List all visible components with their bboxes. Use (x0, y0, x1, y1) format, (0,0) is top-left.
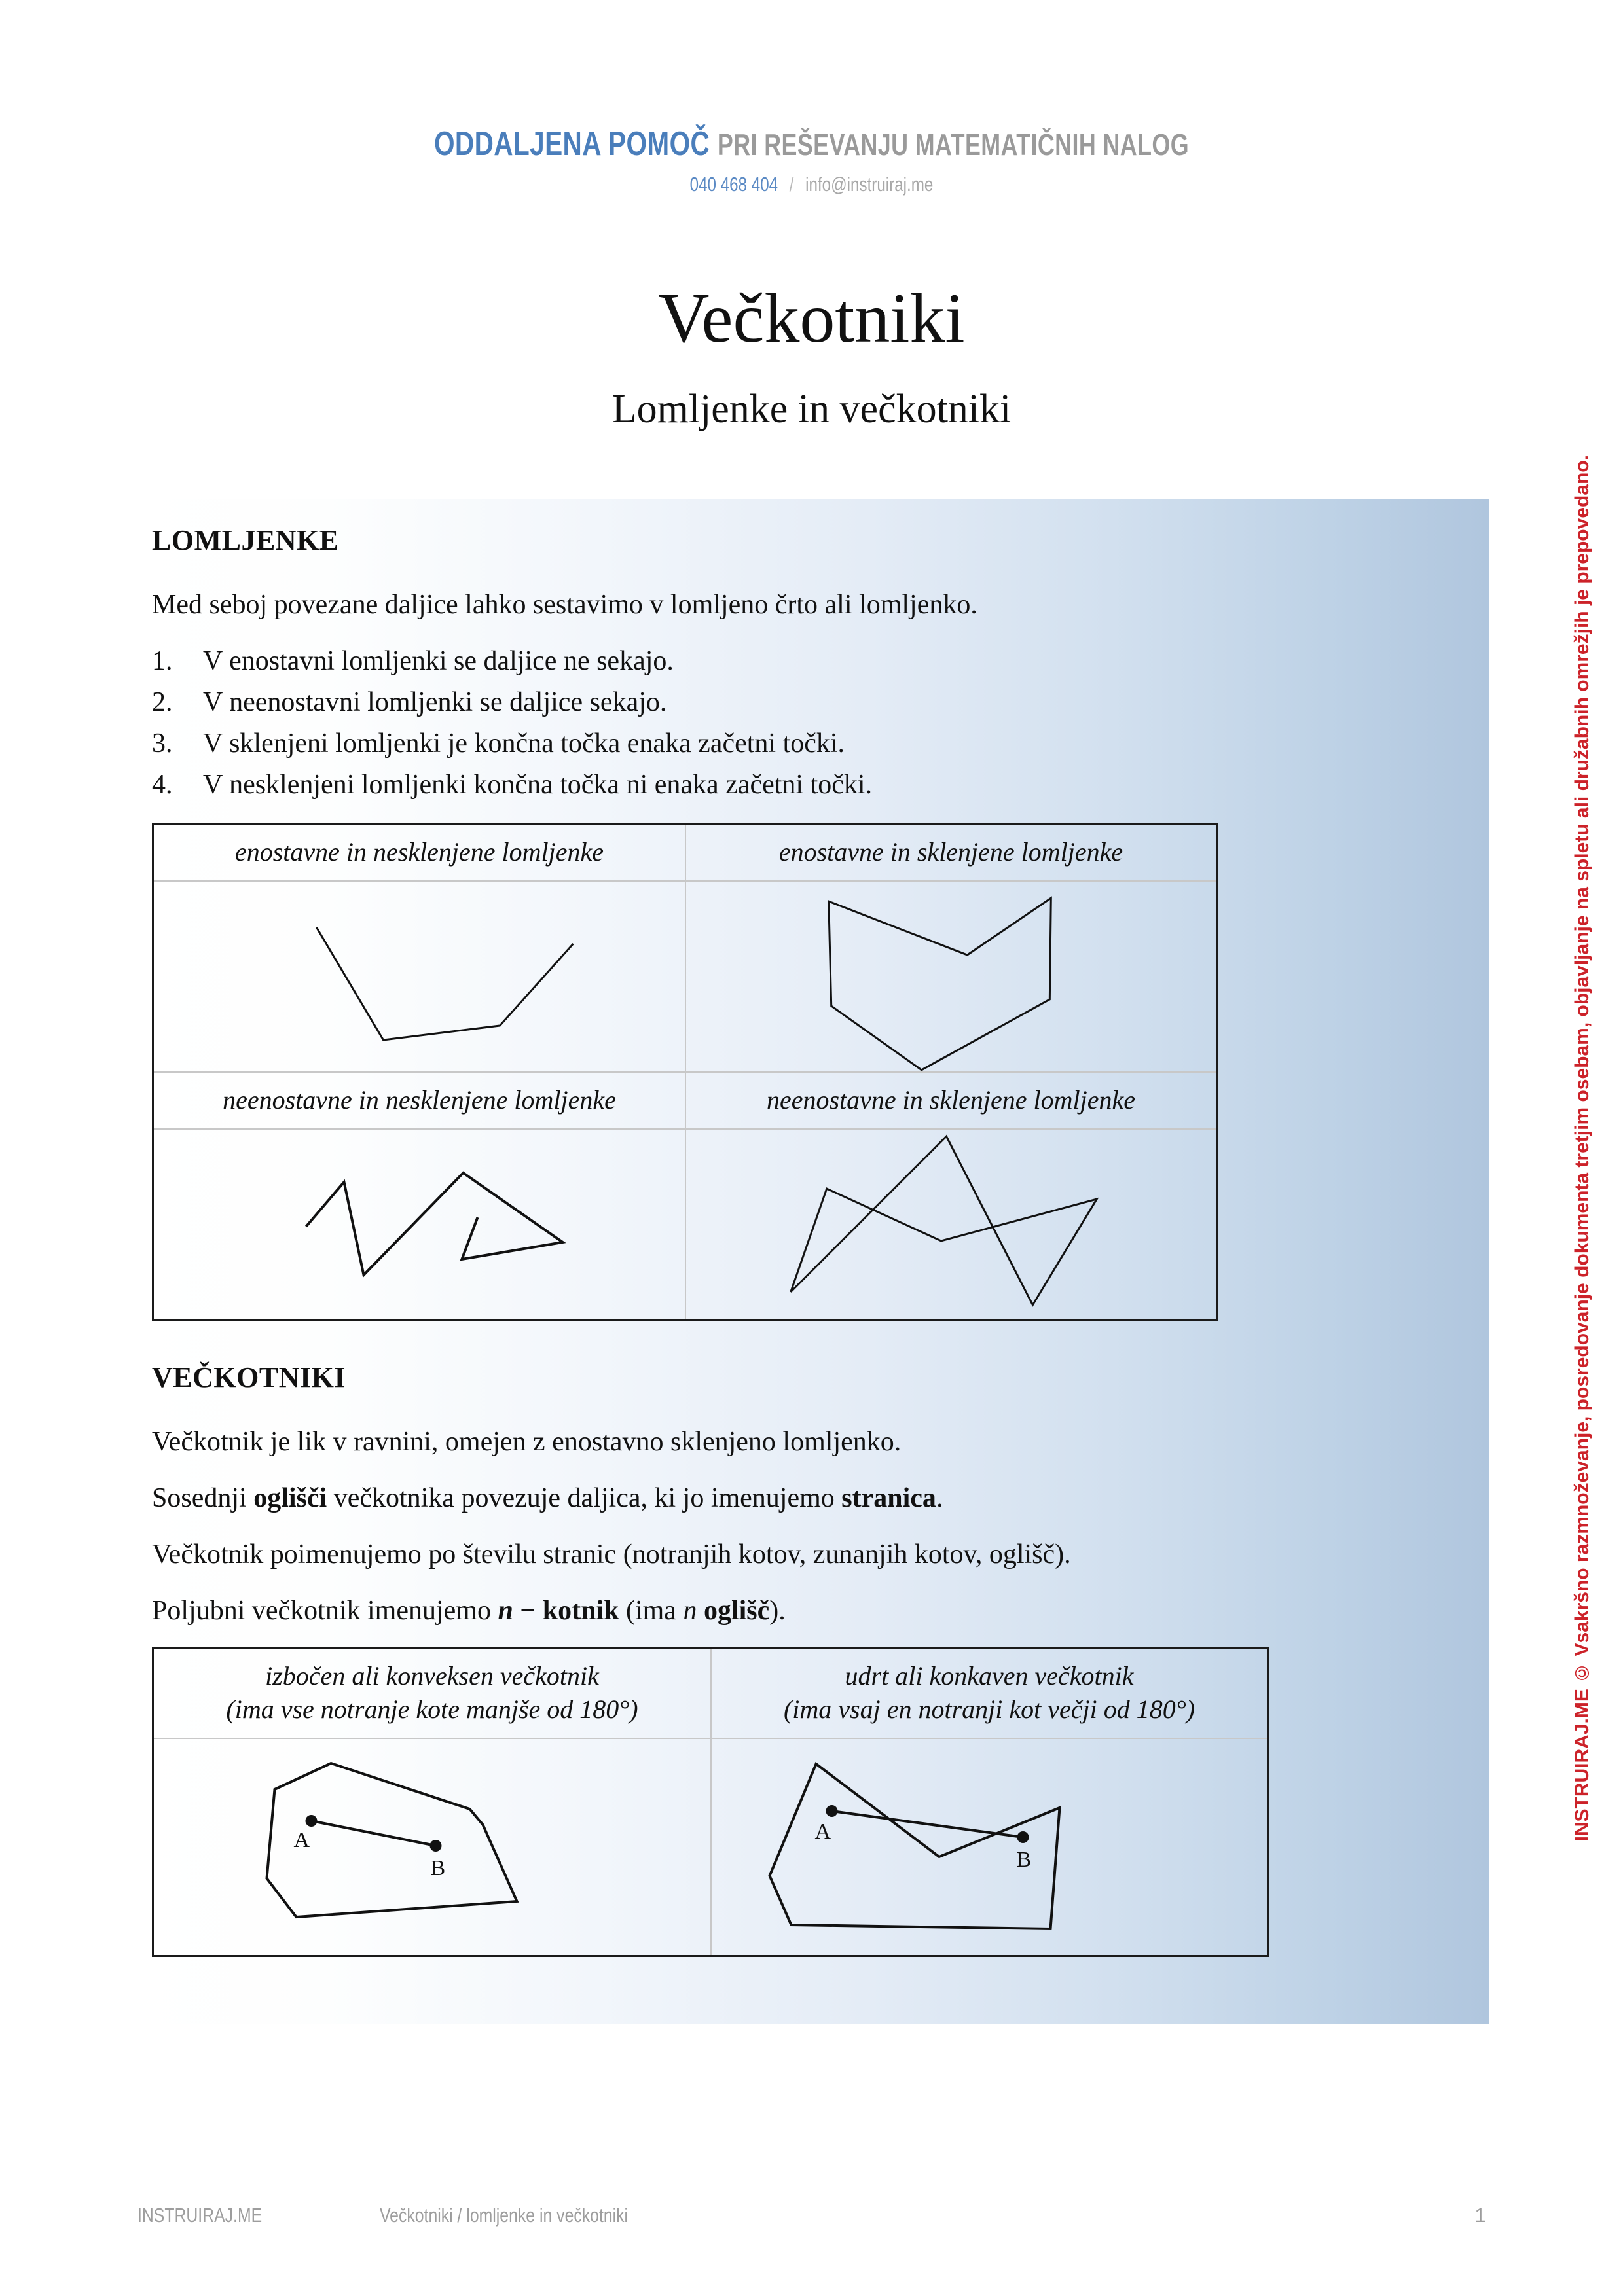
site-header (0, 124, 1623, 196)
math-minus: − (513, 1595, 543, 1626)
lomljenke-figure-table (152, 823, 1218, 1321)
table-row (154, 1738, 1267, 1955)
term-stranica: stranica (841, 1483, 936, 1514)
brand-line (179, 124, 1445, 164)
figure-convex-polygon (154, 1739, 710, 1955)
caption-line-2: (ima vsaj en notranji kot večji od 180°) (783, 1694, 1195, 1724)
page-subtitle: Lomljenke in večkotniki (611, 387, 1012, 431)
table-cell-figure (685, 882, 1216, 1071)
figure-closed-self-intersecting-polygon (686, 1130, 1216, 1319)
caption-line-1: izbočen ali konveksen večkotnik (265, 1660, 599, 1691)
lomljenke-intro: Med seboj povezane daljice lahko sestavimo v lomljeno črto ali lomljenko. (152, 590, 977, 620)
figure-closed-simple-polygon (686, 882, 1216, 1071)
point-a-marker (306, 1815, 318, 1827)
text-run: Sosednji (152, 1483, 254, 1514)
text-run: . (936, 1483, 943, 1514)
section-heading-veckotniki: VEČKOTNIKI (152, 1361, 346, 1394)
veckotniki-paragraph-4 (152, 1590, 1396, 1632)
table-cell-figure (154, 1739, 710, 1955)
veckotniki-figure-table (152, 1647, 1269, 1957)
contact-phone[interactable]: 040 468 404 (689, 173, 778, 196)
point-a-label: A (814, 1819, 831, 1844)
veckotniki-paragraph-1 (152, 1422, 1396, 1463)
brand-tagline: PRI REŠEVANJU MATEMATIČNIH NALOG (717, 128, 1190, 162)
cell-caption: enostavne in sklenjene lomljenke (778, 836, 1123, 867)
table-cell-figure (154, 882, 685, 1071)
text-run: večkotnika povezuje daljica, ki jo imenujemo (327, 1483, 842, 1514)
point-a-marker (826, 1805, 838, 1817)
math-n-inline: n (683, 1595, 697, 1626)
cell-caption: enostavne in nesklenjene lomljenke (234, 836, 604, 867)
contact-email[interactable]: info@instruiraj.me (805, 173, 934, 196)
veckotniki-paragraph-3 (152, 1534, 1396, 1576)
page-footer (0, 2204, 1623, 2227)
veckotniki-paragraph-2 (152, 1478, 1396, 1520)
term-kotnik: kotnik (542, 1595, 619, 1626)
table-row (154, 1128, 1216, 1319)
brand-name: ODDALJENA POMOČ (433, 125, 710, 163)
caption-line-2: (ima vse notranje kote manjše od 180°) (226, 1694, 638, 1724)
caption-line-1: udrt ali konkaven večkotnik (845, 1660, 1134, 1691)
text-run (697, 1596, 704, 1626)
math-n: n (498, 1595, 513, 1626)
point-a-label: A (293, 1827, 310, 1852)
footer-page-number: 1 (1474, 2204, 1486, 2227)
document-content (152, 524, 1396, 1957)
point-b-marker (1017, 1831, 1029, 1843)
copyright-text: INSTRUIRAJ.ME © Vsakršno razmnoževanje, posredovanje dokumenta tretjim osebam, objavljanje na spletu ali družabnih omrežjih je prepovedano. (1571, 454, 1593, 1842)
table-cell-caption (154, 1073, 685, 1128)
table-cell-figure (710, 1739, 1267, 1955)
figure-open-self-intersecting-polyline (154, 1130, 685, 1319)
cell-caption (712, 1649, 1267, 1738)
table-cell-figure (685, 1130, 1216, 1319)
text-run: Večkotnik je lik v ravnini, omejen z enostavno sklenjeno lomljenko. (152, 1427, 902, 1458)
page-title: Večkotniki (658, 279, 965, 357)
list-item: V neenostavni lomljenki se daljice sekajo. (203, 687, 667, 717)
point-b-marker (430, 1840, 442, 1852)
lomljenke-list (152, 641, 1396, 806)
table-row (154, 825, 1216, 880)
text-run: ). (769, 1595, 786, 1626)
point-b-label: B (1016, 1847, 1032, 1872)
text-run: Poljubni večkotnik imenujemo (152, 1595, 498, 1626)
term-oglisc: oglišč (703, 1595, 770, 1626)
contact-separator: / (789, 173, 794, 196)
footer-brand: INSTRUIRAJ.ME (137, 2204, 262, 2227)
table-cell-figure (154, 1130, 685, 1319)
table-cell-caption (685, 1073, 1216, 1128)
text-run: (ima (619, 1595, 684, 1626)
table-cell-caption (685, 825, 1216, 880)
table-cell-caption (154, 825, 685, 880)
footer-title: Večkotniki / lomljenke in večkotniki (379, 2204, 628, 2227)
list-item: V enostavni lomljenki se daljice ne sekajo. (203, 645, 674, 676)
text-run: Večkotnik poimenujemo po številu stranic (notranjih kotov, zunanjih kotov, oglišč). (152, 1539, 1071, 1570)
term-oglisci: oglišči (253, 1483, 327, 1514)
cell-caption (154, 1649, 710, 1738)
section-heading-lomljenke: LOMLJENKE (152, 524, 339, 556)
cell-caption: neenostavne in sklenjene lomljenke (766, 1085, 1136, 1115)
figure-concave-polygon (712, 1739, 1267, 1955)
copyright-sidebar (1558, 0, 1607, 2296)
figure-open-simple-polyline (154, 882, 685, 1071)
point-b-label: B (430, 1856, 446, 1880)
list-item: V nesklenjeni lomljenki končna točka ni enaka začetni točki. (203, 769, 873, 800)
table-row (154, 1071, 1216, 1128)
contact-line (179, 173, 1445, 196)
cell-caption: neenostavne in nesklenjene lomljenke (223, 1085, 616, 1115)
list-item: V sklenjeni lomljenki je končna točka enaka začetni točki. (203, 728, 845, 759)
table-cell-caption (154, 1649, 710, 1738)
table-row (154, 880, 1216, 1071)
table-cell-caption (710, 1649, 1267, 1738)
table-row (154, 1649, 1267, 1738)
